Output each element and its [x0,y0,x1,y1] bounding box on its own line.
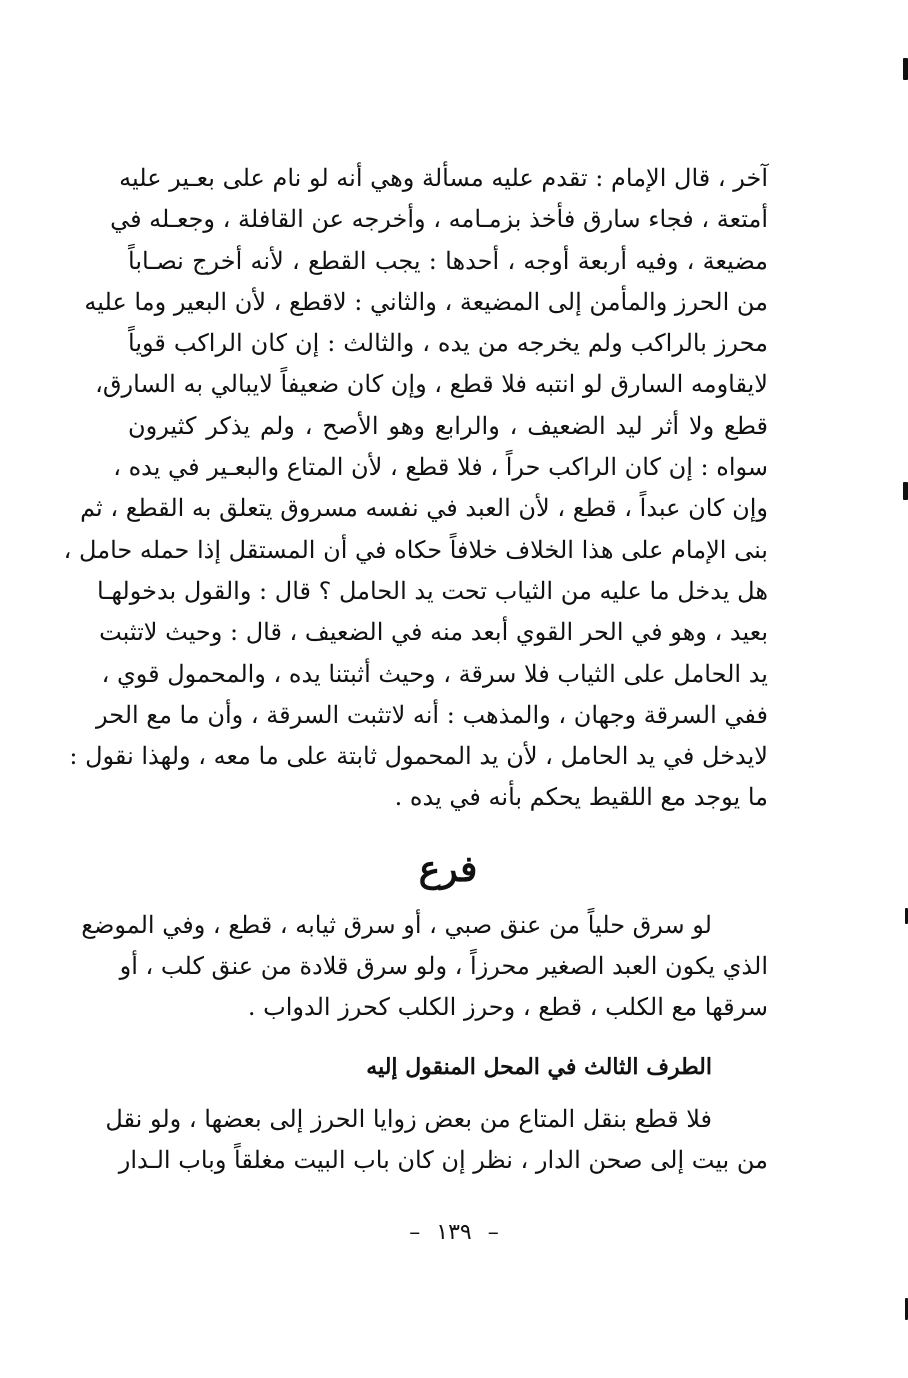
paragraph-main [63,158,768,819]
page-edge-mark [903,58,908,80]
text-line: سرقها مع الكلب ، قطع ، وحرز الكلب كحرز الدواب . [247,993,768,1022]
text-line: يد الحامل على الثياب فلا سرقة ، وحيث أثبتنا يده ، والمحمول قوي ، [101,659,768,688]
subsection-heading: الطرف الثالث في المحل المنقول إليه [366,1053,712,1080]
text-line: ما يوجد مع اللقيط يحكم بأنه في يده . [394,783,768,812]
text-line: قطع ولا أثر ليد الضعيف ، والرابع وهو الأصح ، ولم يذكر كثيرون [128,411,768,440]
page-number-dash: – [409,1220,421,1245]
section-heading: فرع [418,847,478,890]
text-line: من بيت إلى صحن الدار ، نظر إن كان باب البيت مغلقاً وباب الـدار [118,1145,768,1174]
text-line: مضيعة ، وفيه أربعة أوجه ، أحدها : يجب القطع ، لأنه أخرج نصـاباً [128,246,768,275]
text-line: بعيد ، وهو في الحر القوي أبعد منه في الضعيف ، قال : وحيث لاتثبت [99,618,768,647]
text-line: لايدخل في يد الحامل ، لأن يد المحمول ثابتة على ما معه ، ولهذا نقول : [69,742,768,771]
paragraph-branch [81,905,768,1029]
text-line: آخر ، قال الإمام : تقدم عليه مسألة وهي أنه لو نام على بعـير عليه [119,164,768,192]
text-line: سواه : إن كان الراكب حراً ، فلا قطع ، لأن المتاع والبعـير في يده ، [113,453,768,482]
text-line: وإن كان عبداً ، قطع ، لأن العبد في نفسه مسروق يتعلق به القطع ، ثم [80,494,768,523]
page-number-value: ١٣٩ [436,1220,472,1245]
text-line: بنى الإمام على هذا الخلاف خلافاً حكاه في أن المستقل إذا حمله حامل ، [63,535,768,564]
page-number [0,1220,908,1245]
text-line: هل يدخل ما عليه من الثياب تحت يد الحامل ؟ قال : والقول بدخولهـا [97,576,768,605]
text-line: من الحرز والمأمن إلى المضيعة ، والثاني : لاقطع ، لأن البعير وما عليه [84,287,768,316]
page-body [63,158,768,1181]
page-edge-mark [903,482,908,500]
text-line: فلا قطع بنقل المتاع من بعض زوايا الحرز إلى بعضها ، ولو نقل [105,1104,712,1133]
text-line: ففي السرقة وجهان ، والمذهب : أنه لاتثبت السرقة ، وأن ما مع الحر [95,700,768,729]
page-number-dash: – [487,1220,499,1245]
text-line: لايقاومه السارق لو انتبه فلا قطع ، وإن كان ضعيفاً لايبالي به السارق، [95,370,768,399]
text-line: الذي يكون العبد الصغير محرزاً ، ولو سرق قلادة من عنق كلب ، أو [119,952,768,981]
text-line: لو سرق حلياً من عنق صبي ، أو سرق ثيابه ، قطع ، وفي الموضع [81,910,712,939]
text-line: محرز بالراكب ولم يخرجه من يده ، والثالث : إن كان الراكب قوياً [128,329,768,358]
paragraph-third [105,1099,768,1182]
text-line: أمتعة ، فجاء سارق فأخذ بزمـامه ، وأخرجه عن القافلة ، وجعـله في [110,205,768,234]
